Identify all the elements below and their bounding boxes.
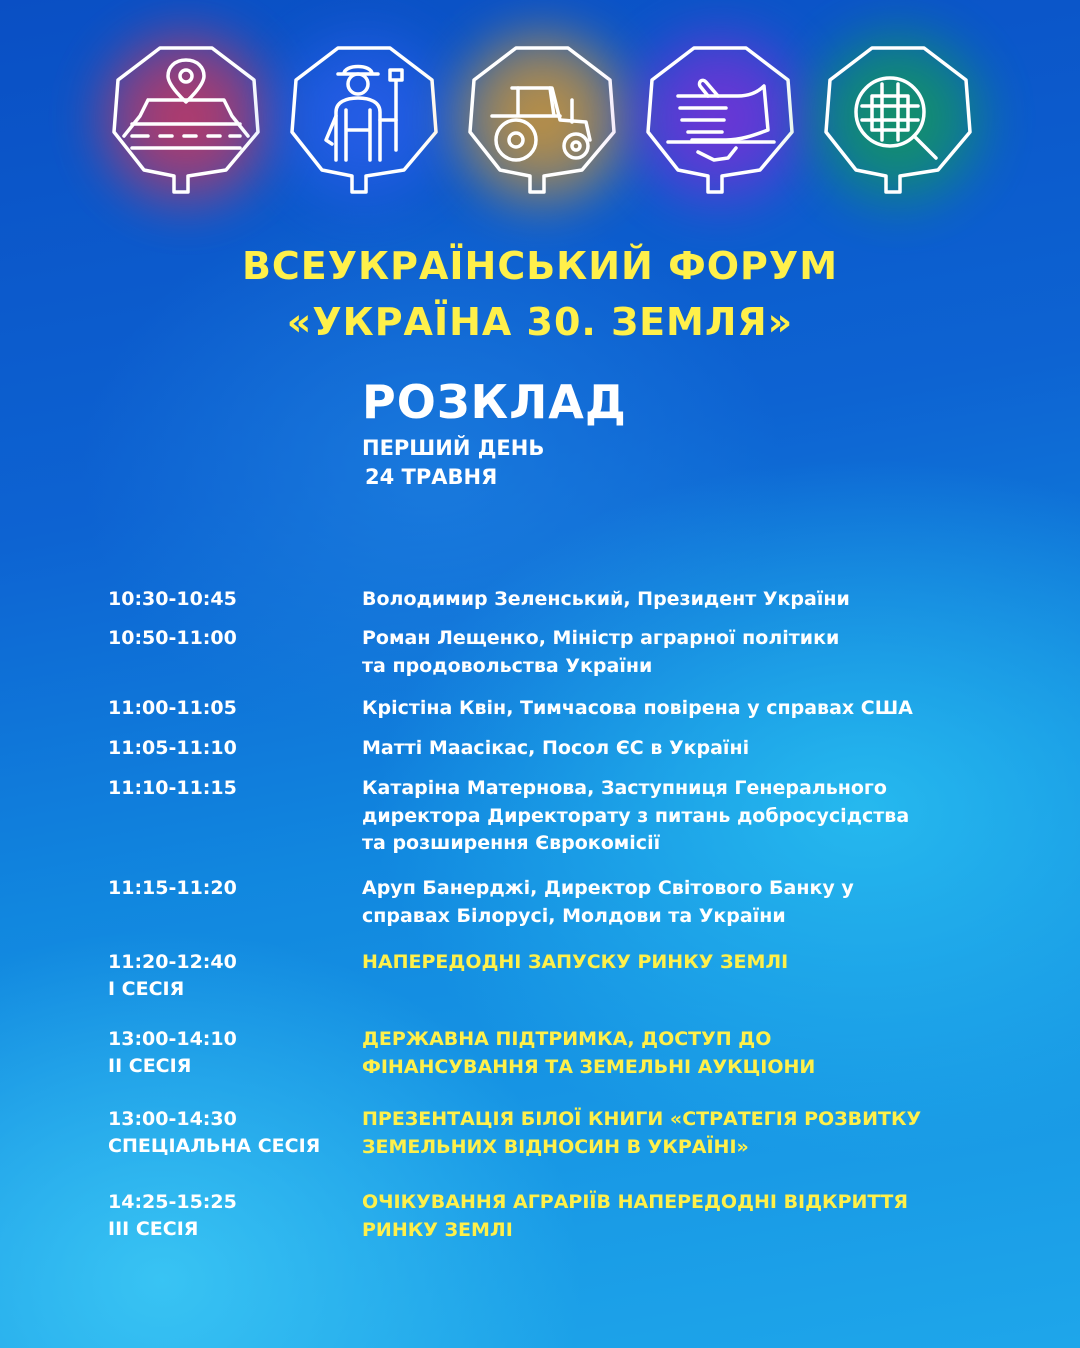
description-line: Катаріна Матернова, Заступниця Генерального [362,777,887,799]
schedule-time: 11:10-11:15 [108,777,237,799]
description-line: ОЧІКУВАННЯ АГРАРІЇВ НАПЕРЕДОДНІ ВІДКРИТТЯ [362,1191,908,1213]
session-time: 11:20-12:40 [108,951,237,973]
handshake-icon [642,40,798,196]
session-label: СПЕЦІАЛЬНА СЕСІЯ [108,1135,321,1157]
session-label: ІІ СЕСІЯ [108,1055,192,1077]
schedule-description [362,695,1002,723]
session-time: 13:00-14:10 [108,1028,237,1050]
description-line: Матті Маасікас, Посол ЄС в Україні [362,737,750,759]
schedule-time [108,949,358,1003]
schedule-time: 11:15-11:20 [108,877,237,899]
icon-row [108,40,972,200]
land-search-icon [820,40,976,196]
schedule-description [362,775,1002,858]
schedule-description [362,586,1002,614]
schedule-day: ПЕРШИЙ ДЕНЬ [362,436,545,460]
description-line: Володимир Зеленський, Президент України [362,588,850,610]
session-topic [362,1026,1002,1081]
session-label: І СЕСІЯ [108,978,185,1000]
schedule-title: РОЗКЛАД [362,375,627,429]
schedule-description [362,735,1002,763]
forum-title [0,238,1080,350]
schedule-time: 10:30-10:45 [108,588,237,610]
session-time: 14:25-15:25 [108,1191,237,1213]
tractor-icon [464,40,620,196]
schedule-time: 11:00-11:05 [108,697,237,719]
description-line: ЗЕМЕЛЬНИХ ВІДНОСИН В УКРАЇНІ» [362,1135,749,1158]
description-line: та розширення Єврокомісії [362,832,661,854]
schedule-time [108,1189,358,1243]
description-line: НАПЕРЕДОДНІ ЗАПУСКУ РИНКУ ЗЕМЛІ [362,951,789,973]
session-topic [362,1189,1002,1244]
description-line: Роман Лещенко, Міністр аграрної політики [362,627,840,649]
schedule-time [108,1026,358,1080]
session-topic [362,949,1002,977]
session-topic [362,1106,1002,1161]
schedule-description [362,875,1002,930]
forum-title-line1: ВСЕУКРАЇНСЬКИЙ ФОРУМ [241,244,839,288]
description-line: РИНКУ ЗЕМЛІ [362,1218,513,1241]
forum-title-line2: «УКРАЇНА 30. ЗЕМЛЯ» [286,300,794,344]
description-line: справах Білорусі, Молдови та України [362,904,786,927]
schedule-description [362,625,1002,680]
description-line: Крістіна Квін, Тимчасова повірена у справах США [362,697,913,719]
schedule-time: 11:05-11:10 [108,737,237,759]
schedule-time: 10:50-11:00 [108,627,237,649]
farmer-icon [286,40,442,196]
schedule-date: 24 ТРАВНЯ [365,465,498,489]
schedule-header [362,370,627,492]
description-line: ПРЕЗЕНТАЦІЯ БІЛОЇ КНИГИ «СТРАТЕГІЯ РОЗВИТКУ [362,1108,922,1130]
description-line: Аруп Банерджі, Директор Світового Банку у [362,877,854,899]
session-label: ІІІ СЕСІЯ [108,1218,199,1240]
description-line: та продовольства України [362,654,653,677]
map-location-icon [108,40,264,196]
description-line: ДЕРЖАВНА ПІДТРИМКА, ДОСТУП ДО [362,1028,772,1050]
session-time: 13:00-14:30 [108,1108,237,1130]
description-line: директора Директорату з питань добросусідства [362,804,910,827]
description-line: ФІНАНСУВАННЯ ТА ЗЕМЕЛЬНІ АУКЦІОНИ [362,1055,816,1078]
schedule-time [108,1106,358,1160]
